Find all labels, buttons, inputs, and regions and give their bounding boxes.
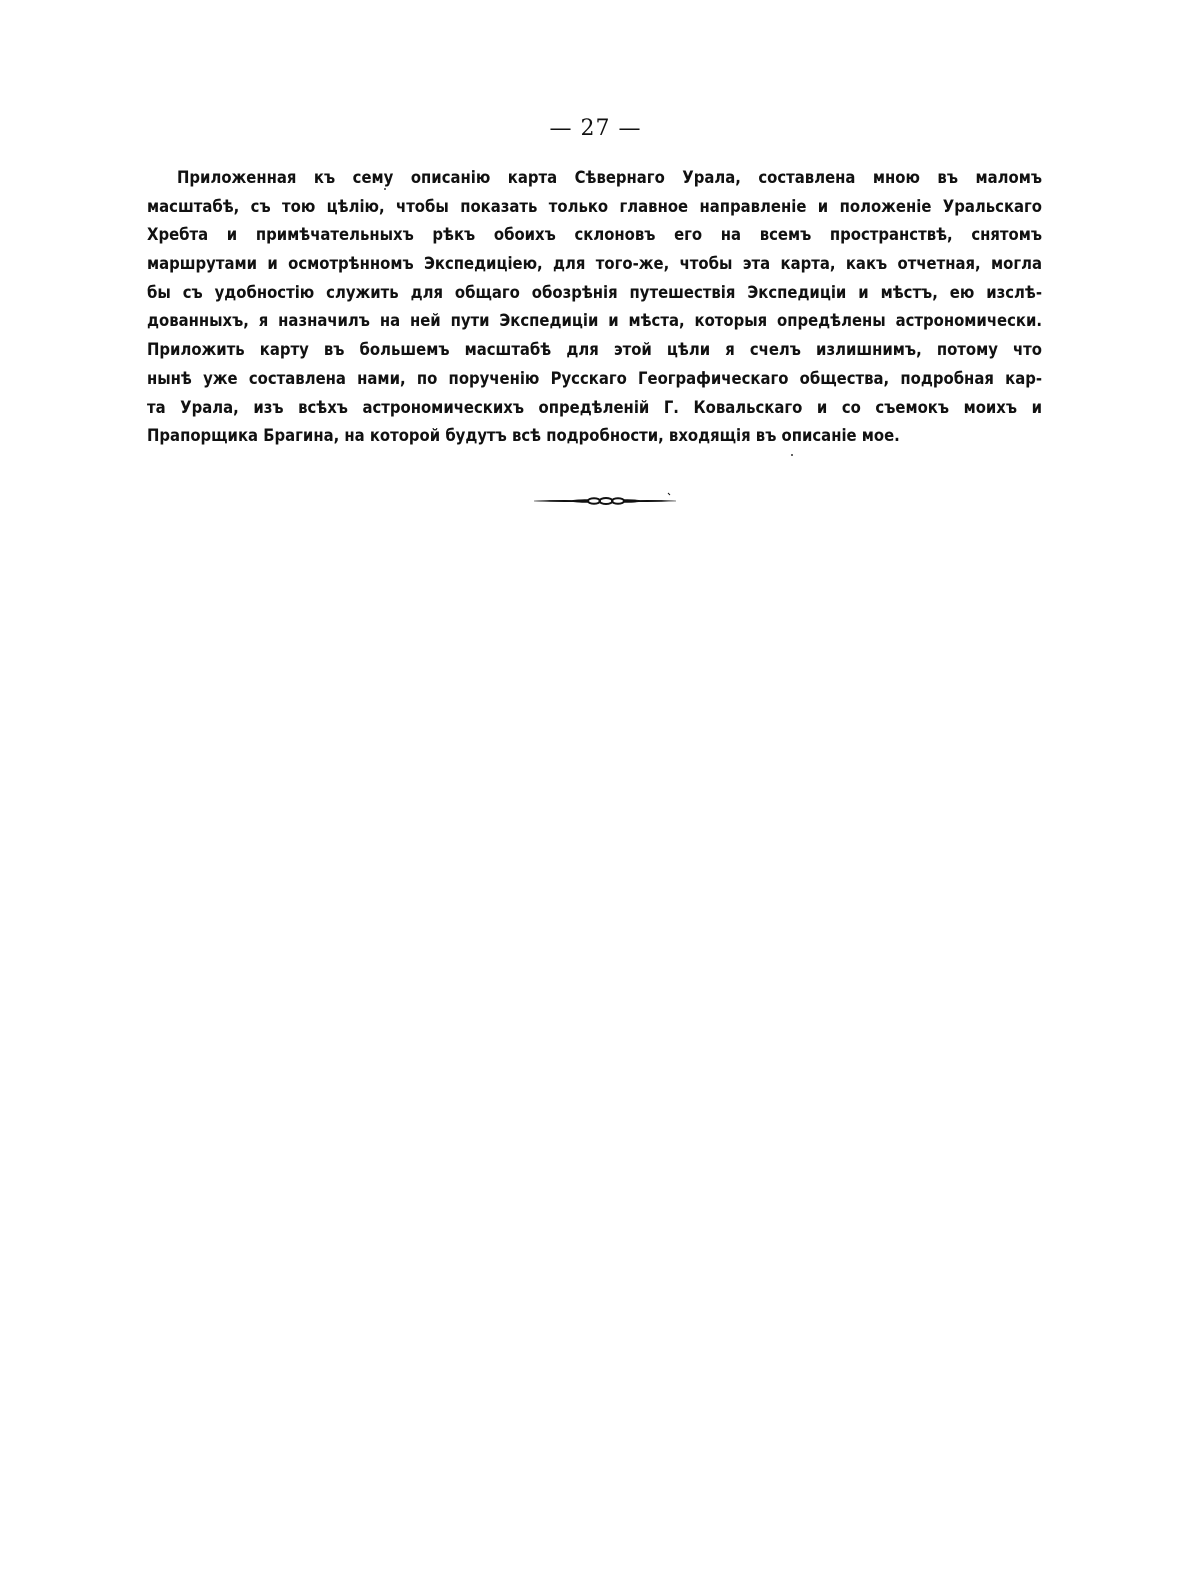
print-speck: [791, 454, 793, 456]
paragraph-line: масштабѣ, съ тою цѣлію, чтобы показать только главное направленіе и положеніе Уральскаго: [147, 196, 1042, 216]
print-speck: [384, 188, 386, 190]
paragraph-line: Прапорщика Брагина, на которой будутъ всѣ подробности, входящія въ описаніе мое.: [147, 426, 900, 446]
paragraph-line: бы съ удобностію служить для общаго обозрѣнія путешествія Экспедиціи и мѣстъ, ею изслѣ-: [147, 282, 1042, 302]
paragraph-line: Приложить карту въ большемъ масштабѣ для этой цѣли я счелъ излишнимъ, потому что: [147, 340, 1042, 360]
paragraph-line: та Урала, изъ всѣхъ астрономическихъ опредѣленій Г. Ковальскаго и со съемокъ моихъ и: [147, 397, 1042, 417]
body-paragraph: [147, 164, 1042, 451]
paragraph-line: Приложенная къ сему описанію карта Сѣвернаго Урала, составлена мною въ маломъ: [177, 168, 1042, 187]
paragraph-line: маршрутами и осмотрѣнномъ Экспедиціею, для того-же, чтобы эта карта, какъ отчетная, могла: [147, 254, 1042, 274]
paragraph-line: дованныхъ, я назначилъ на ней пути Экспедиціи и мѣста, которыя опредѣлены астрономически.: [147, 311, 1042, 331]
end-of-text-flourish-icon: [532, 488, 678, 512]
paragraph-line: Хребта и примѣчательныхъ рѣкъ обоихъ склоновъ его на всемъ пространствѣ, снятомъ: [147, 225, 1042, 245]
page-number: — 27 —: [549, 116, 642, 141]
paragraph-line: нынѣ уже составлена нами, по порученію Русскаго Географическаго общества, подробная кар-: [147, 368, 1042, 388]
